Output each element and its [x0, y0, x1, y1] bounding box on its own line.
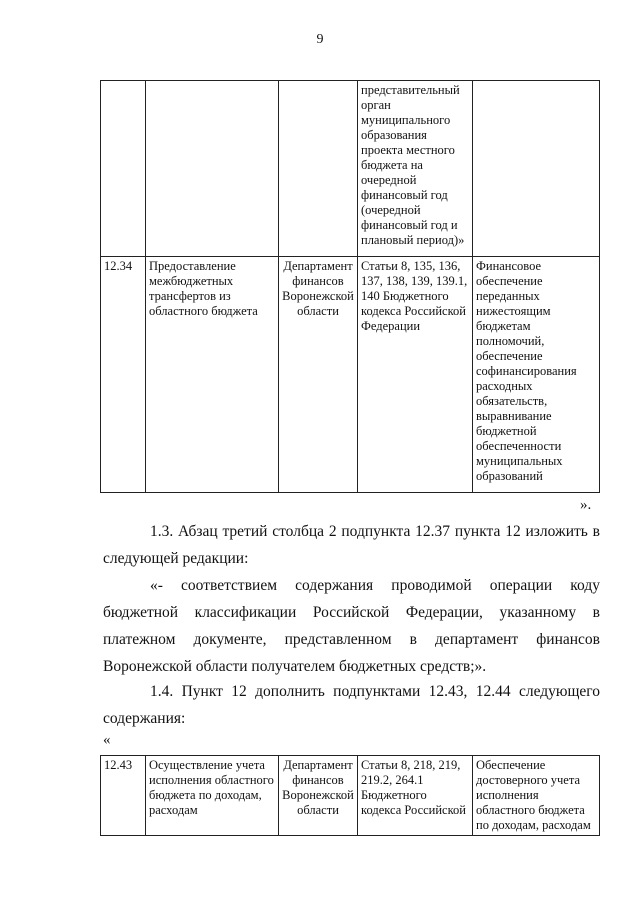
department: Департамент финансов Воронежской области	[279, 756, 358, 836]
table-bottom	[100, 755, 600, 836]
table-top	[100, 80, 600, 493]
table-cell	[279, 81, 358, 257]
item-name: Осуществление учета исполнения областного бюджета по доходам, расходам	[146, 756, 279, 836]
legal-basis: Статьи 8, 218, 219, 219.2, 264.1 Бюджетного кодекса Российской	[358, 756, 473, 836]
table-row	[101, 756, 600, 836]
table-cell	[101, 81, 146, 257]
row-number: 12.34	[101, 257, 146, 493]
table-cell	[473, 81, 600, 257]
quoted-paragraph: «- соответствием содержания проводимой операции коду бюджетной классификации Российской Федерации, указанному в платежном документе, представленном в департамент финансов Воронежской области получателем бюджетных средств;».	[103, 577, 600, 675]
department: Департамент финансов Воронежской области	[279, 257, 358, 493]
page-number: 9	[316, 32, 324, 47]
opening-quote: «	[103, 732, 111, 748]
legal-basis: Статьи 8, 135, 136, 137, 138, 139, 139.1, 140 Бюджетного кодекса Российской Федерации	[358, 257, 473, 493]
row-number: 12.43	[101, 756, 146, 836]
purpose: Обеспечение достоверного учета исполнения областного бюджета по доходам, расходам	[473, 756, 600, 836]
purpose: Финансовое обеспечение переданных нижестоящим бюджетам полномочий, обеспечение софинансирования расходных обязательств, выравнивание бюджетной обеспеченности муниципальных образований	[473, 257, 600, 493]
paragraph-1-3: 1.3. Абзац третий столбца 2 подпункта 12.37 пункта 12 изложить в следующей редакции:	[103, 523, 600, 567]
table-row	[101, 257, 600, 493]
item-name: Предоставление межбюджетных трансфертов из областного бюджета	[146, 257, 279, 493]
table-cell	[146, 81, 279, 257]
paragraph-1-4: 1.4. Пункт 12 дополнить подпунктами 12.43, 12.44 следующего содержания:	[103, 683, 600, 727]
table-row	[101, 81, 600, 257]
closing-quote: ».	[580, 497, 592, 513]
table-cell: представительный орган муниципального образования проекта местного бюджета на очередной финансовый год (очередной финансовый год и плановый период)»	[358, 81, 473, 257]
